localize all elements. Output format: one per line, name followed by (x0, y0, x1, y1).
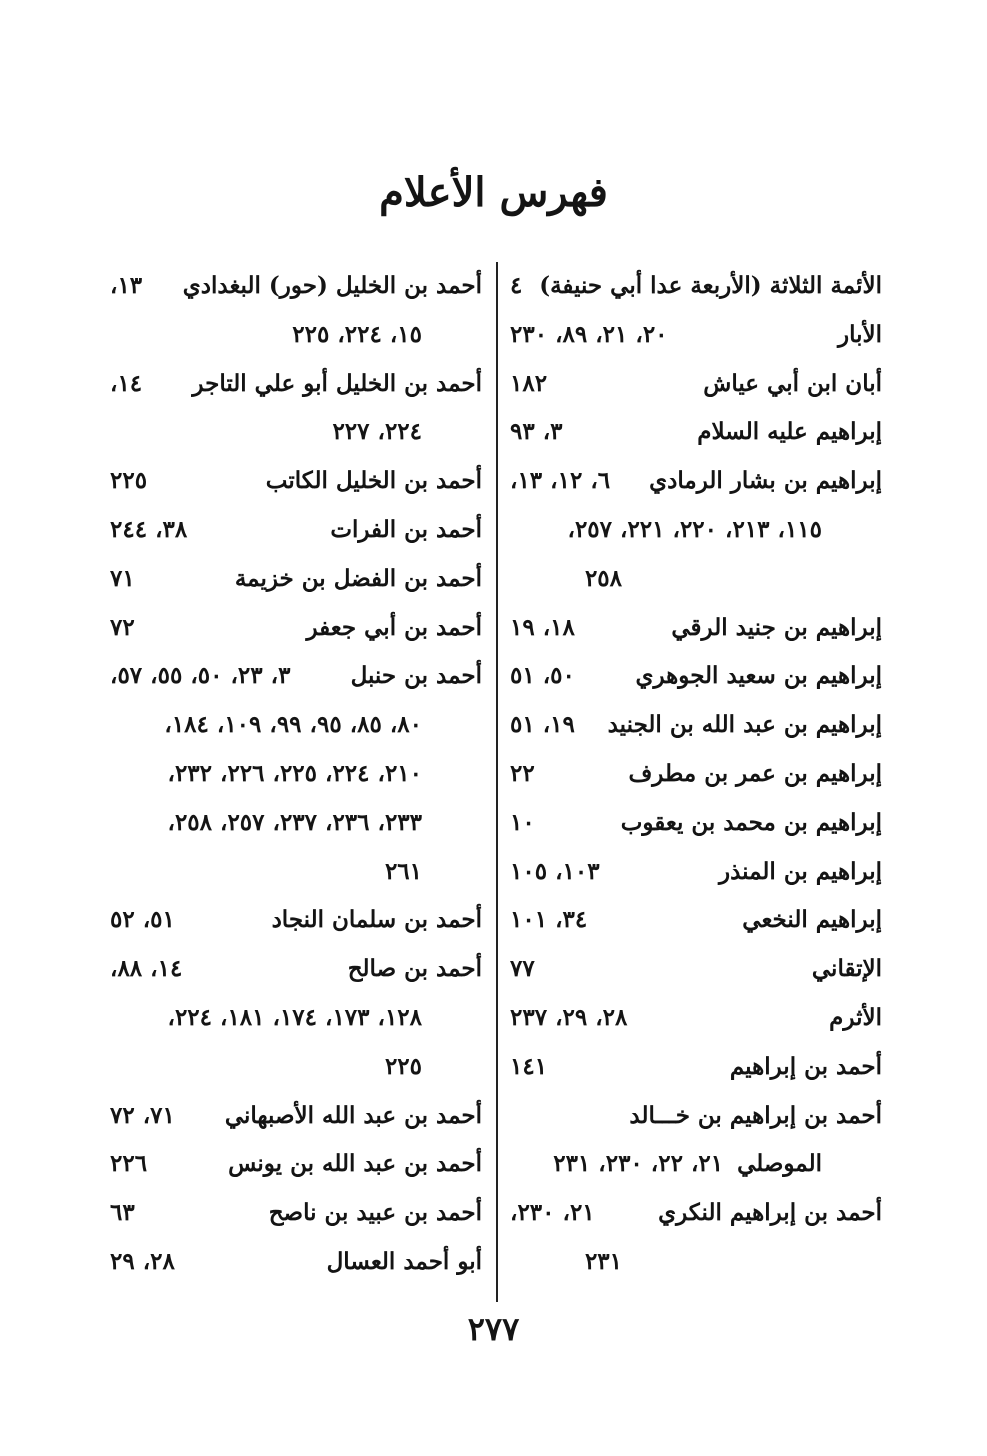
entry-pages: ١٠٣، ١٠٥ (510, 857, 600, 885)
entry-name: الإتقاني (811, 955, 882, 983)
page-number: ٢٧٧ (467, 1310, 520, 1348)
entry-pages: ٦٣ (110, 1199, 135, 1227)
index-entry (110, 555, 482, 604)
entry-name: الموصلي (737, 1150, 822, 1178)
entry-pages: ١٥، ٢٢٤، ٢٢٥ (292, 320, 422, 348)
index-entry-continuation (110, 311, 482, 360)
index-entry (510, 408, 882, 457)
entry-name: أحمد بن حنبل (350, 662, 482, 690)
index-entry (510, 896, 882, 945)
entry-name: إبراهيم بن محمد بن يعقوب (620, 808, 882, 836)
entry-name: إبراهيم بن سعيد الجوهري (635, 662, 882, 690)
index-entry (510, 945, 882, 994)
entry-pages: ٦، ١٢، ١٣، (510, 467, 611, 495)
index-entry-continuation (110, 1043, 482, 1092)
index-entry (110, 604, 482, 653)
index-entry (510, 652, 882, 701)
index-entry-continuation (110, 408, 482, 457)
entry-pages: ٢٨، ٢٩ (110, 1247, 175, 1275)
entry-pages: ٢١، ٢٢، ٢٣٠، ٢٣١ (553, 1150, 724, 1178)
entry-name: إبراهيم عليه السلام (697, 418, 882, 446)
entry-pages: ١١٥، ٢١٣، ٢٢٠، ٢٢١، ٢٥٧، (567, 515, 822, 543)
page-title: فهرس الأعلام (379, 169, 608, 216)
index-entry (110, 457, 482, 506)
entry-name: أحمد بن الخليل (حور) البغدادي (182, 272, 482, 299)
entry-name: إبراهيم بن جنيد الرقي (671, 613, 882, 641)
entry-name: الأبار (837, 320, 882, 348)
index-entry-continuation (110, 848, 482, 897)
index-entry-continuation (510, 1140, 882, 1189)
entry-pages: ٥٠، ٥١ (510, 662, 575, 690)
index-entry (510, 848, 882, 897)
entry-pages: ٥١، ٥٢ (110, 906, 175, 934)
index-entry-continuation (110, 799, 482, 848)
index-entry-continuation (110, 750, 482, 799)
entry-pages: ١٤، (110, 369, 143, 397)
index-column-right (510, 262, 882, 1287)
entry-pages: ٢١، ٢٣٠، (510, 1199, 595, 1227)
entry-pages: ١٢٨، ١٧٣، ١٧٤، ١٨١، ٢٢٤، (167, 1003, 422, 1031)
index-entry-continuation (110, 994, 482, 1043)
entry-name: أحمد بن عبد الله بن يونس (228, 1150, 482, 1178)
index-entry (110, 360, 482, 409)
index-entry (110, 506, 482, 555)
index-entry-continuation (110, 701, 482, 750)
entry-pages: ٢١٠، ٢٢٤، ٢٢٥، ٢٢٦، ٢٣٢، (167, 759, 422, 787)
entry-name: أحمد بن إبراهيم النكري (658, 1199, 882, 1227)
entry-pages: ١٠ (510, 808, 535, 836)
entry-pages: ٨٠، ٨٥، ٩٥، ٩٩، ١٠٩، ١٨٤، (164, 711, 422, 739)
entry-pages: ١٨٢ (510, 369, 548, 397)
entry-name: إبراهيم بن عبد الله بن الجنيد (607, 711, 882, 739)
entry-name: أبان ابن أبي عياش (703, 369, 882, 397)
index-entry (510, 799, 882, 848)
entry-pages: ٣٨، ٢٤٤ (110, 515, 188, 543)
index-entry-continuation (510, 1238, 882, 1287)
entry-pages: ٧٢ (110, 613, 135, 641)
entry-pages: ١٨، ١٩ (510, 613, 575, 641)
index-entry (110, 1140, 482, 1189)
entry-pages: ٢٥٨ (584, 564, 622, 592)
index-column-left (110, 262, 482, 1287)
entry-name: أحمد بن الخليل الكاتب (265, 467, 482, 495)
entry-name: أحمد بن سلمان النجاد (271, 906, 482, 934)
index-entry (510, 604, 882, 653)
entry-name: أحمد بن عبد الله الأصبهاني (224, 1101, 482, 1129)
index-entry (510, 1189, 882, 1238)
entry-name: أحمد بن أبي جعفر (306, 613, 482, 641)
entry-pages: ٣٤، ١٠١ (510, 906, 588, 934)
index-entry (110, 945, 482, 994)
entry-pages: ٢٣٣، ٢٣٦، ٢٣٧، ٢٥٧، ٢٥٨، (167, 808, 422, 836)
entry-pages: ٢٢٥ (110, 467, 148, 495)
entry-name: أحمد بن عبيد بن ناصح (268, 1199, 482, 1227)
column-divider (496, 262, 498, 1302)
index-entry (110, 262, 482, 311)
entry-name: إبراهيم بن بشار الرمادي (649, 467, 882, 495)
index-entry (110, 1238, 482, 1287)
entry-name: الأئمة الثلاثة (الأربعة عدا أبي حنيفة) (539, 272, 882, 299)
entry-pages: ٣، ٢٣، ٥٠، ٥٥، ٥٧، (110, 662, 291, 690)
index-entry-continuation (510, 506, 882, 555)
entry-name: أحمد بن الفضل بن خزيمة (234, 564, 482, 592)
index-entry (110, 652, 482, 701)
index-entry (510, 1092, 882, 1141)
entry-pages: ٣، ٩٣ (510, 418, 563, 446)
entry-pages: ٢٠، ٢١، ٨٩، ٢٣٠ (510, 320, 668, 348)
entry-name: أحمد بن صالح (347, 955, 482, 983)
entry-name: أحمد بن إبراهيم (729, 1052, 882, 1080)
entry-name: أبو أحمد العسال (326, 1247, 482, 1275)
entry-pages: ٢٣١ (584, 1247, 622, 1275)
entry-name: أحمد بن إبراهيم بن خـــالد (629, 1101, 882, 1129)
entry-name: إبراهيم بن المنذر (719, 857, 882, 885)
entry-pages: ٢٢٦ (110, 1150, 148, 1178)
index-entry (510, 750, 882, 799)
index-entry (510, 262, 882, 311)
entry-pages: ١٤١ (510, 1052, 548, 1080)
entry-pages: ١٣، (110, 272, 143, 299)
entry-pages: ٤ (510, 272, 523, 299)
entry-pages: ٢٨، ٢٩، ٢٣٧ (510, 1003, 628, 1031)
index-entry-continuation (510, 555, 882, 604)
index-entry (510, 457, 882, 506)
index-entry (510, 360, 882, 409)
entry-pages: ٧١، ٧٢ (110, 1101, 175, 1129)
entry-name: إبراهيم النخعي (742, 906, 882, 934)
index-entry (510, 311, 882, 360)
entry-name: أحمد بن الفرات (330, 515, 482, 543)
index-entry (510, 1043, 882, 1092)
entry-name: أحمد بن الخليل أبو علي التاجر (192, 369, 482, 397)
entry-pages: ٧٧ (510, 955, 535, 983)
entry-pages: ٧١ (110, 564, 135, 592)
entry-name: إبراهيم بن عمر بن مطرف (628, 759, 882, 787)
entry-pages: ٢٦١ (384, 857, 422, 885)
index-entry (510, 994, 882, 1043)
index-entry (510, 701, 882, 750)
entry-name: الأثرم (829, 1003, 882, 1031)
entry-pages: ٢٢٤، ٢٢٧ (332, 418, 422, 446)
index-entry (110, 896, 482, 945)
entry-pages: ٢٢٥ (384, 1052, 422, 1080)
index-entry (110, 1092, 482, 1141)
entry-pages: ١٩، ٥١ (510, 711, 575, 739)
entry-pages: ٢٢ (510, 759, 535, 787)
entry-pages: ١٤، ٨٨، (110, 955, 183, 983)
index-entry (110, 1189, 482, 1238)
